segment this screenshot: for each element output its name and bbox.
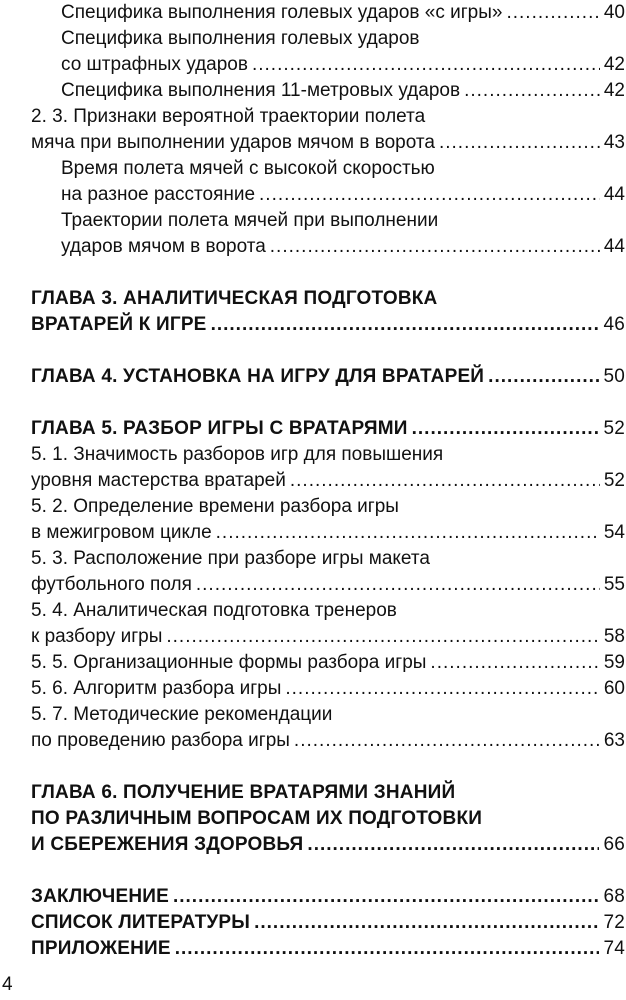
toc-line — [31, 572, 625, 598]
toc-page-number: 44 — [603, 236, 625, 257]
toc-entry — [31, 156, 625, 208]
toc-title-text: ПО РАЗЛИЧНЫМ ВОПРОСАМ ИХ ПОДГОТОВКИ — [31, 808, 483, 829]
toc-page-number: 42 — [603, 80, 625, 101]
toc-page-number: 74 — [603, 938, 625, 959]
toc-line — [31, 0, 625, 26]
toc-chapter-entry — [31, 780, 625, 858]
toc-line — [31, 468, 625, 494]
toc-title-text: ПРИЛОЖЕНИЕ — [31, 938, 171, 959]
toc-line — [31, 728, 625, 754]
toc-line — [31, 312, 625, 338]
dot-leader — [506, 0, 599, 26]
toc-page-number: 63 — [603, 730, 625, 751]
toc-title-text: 5. 1. Значимость разборов игр для повышения — [31, 444, 444, 465]
toc-page-number: 46 — [603, 314, 625, 335]
section-spacer — [31, 754, 625, 780]
toc-entry — [31, 598, 625, 650]
toc-page-number: 43 — [603, 132, 625, 153]
toc-entry — [31, 26, 625, 78]
toc-title-text: 5. 6. Алгоритм разбора игры — [31, 678, 282, 699]
toc-page-number: 50 — [603, 366, 625, 387]
dot-leader — [173, 884, 599, 910]
toc-title-text: 5. 7. Методические рекомендации — [31, 704, 333, 725]
toc-page-number: 60 — [603, 678, 625, 699]
toc-page-number: 68 — [603, 886, 625, 907]
toc-line — [31, 78, 625, 104]
toc-title-text: Траектории полета мячей при выполнении — [61, 210, 439, 231]
toc-entry — [31, 702, 625, 754]
toc-title-text: в межигровом цикле — [31, 522, 212, 543]
toc-line — [31, 650, 625, 676]
table-of-contents — [31, 0, 625, 962]
toc-title-text: ударов мячом в ворота — [61, 236, 266, 257]
toc-line — [31, 884, 625, 910]
dot-leader — [439, 130, 600, 156]
toc-title-text: Специфика выполнения 11-метровых ударов — [61, 80, 461, 101]
section-spacer — [31, 338, 625, 364]
dot-leader — [430, 650, 599, 676]
toc-chapter-entry — [31, 910, 625, 936]
toc-line — [31, 910, 625, 936]
dot-leader — [211, 312, 600, 338]
toc-title-text: мяча при выполнении ударов мячом в ворота — [31, 132, 435, 153]
toc-line — [31, 806, 625, 832]
toc-entry — [31, 104, 625, 156]
toc-line — [31, 442, 625, 468]
toc-line — [31, 130, 625, 156]
toc-line — [31, 156, 625, 182]
toc-line — [31, 416, 625, 442]
toc-line — [31, 26, 625, 52]
toc-title-text: ГЛАВА 6. ПОЛУЧЕНИЕ ВРАТАРЯМИ ЗНАНИЙ — [31, 782, 456, 803]
toc-title-text: по проведению разбора игры — [31, 730, 290, 751]
toc-entry — [31, 208, 625, 260]
toc-title-text: ЗАКЛЮЧЕНИЕ — [31, 886, 169, 907]
toc-title-text: ГЛАВА 4. УСТАНОВКА НА ИГРУ ДЛЯ ВРАТАРЕЙ — [31, 366, 485, 387]
toc-page-number: 59 — [603, 652, 625, 673]
toc-line — [31, 286, 625, 312]
toc-entry — [31, 650, 625, 676]
toc-title-text: И СБЕРЕЖЕНИЯ ЗДОРОВЬЯ — [31, 834, 304, 855]
section-spacer — [31, 858, 625, 884]
toc-title-text: к разбору игры — [31, 626, 163, 647]
toc-title-text: 5. 3. Расположение при разборе игры макета — [31, 548, 430, 569]
toc-line — [31, 702, 625, 728]
toc-line — [31, 780, 625, 806]
toc-title-text: СПИСОК ЛИТЕРАТУРЫ — [31, 912, 251, 933]
toc-page-number: 40 — [603, 2, 625, 23]
toc-title-text: 5. 2. Определение времени разбора игры — [31, 496, 399, 517]
toc-title-text: ВРАТАРЕЙ К ИГРЕ — [31, 314, 207, 335]
toc-page-number: 66 — [603, 834, 625, 855]
toc-entry — [31, 0, 625, 26]
toc-entry — [31, 676, 625, 702]
dot-leader — [254, 910, 599, 936]
page-number: 4 — [2, 974, 13, 995]
toc-page-number: 72 — [603, 912, 625, 933]
toc-entry — [31, 442, 625, 494]
toc-page-number: 55 — [603, 574, 625, 595]
dot-leader — [252, 52, 600, 78]
toc-title-text: уровня мастерства вратарей — [31, 470, 286, 491]
toc-title-text: 5. 4. Аналитическая подготовка тренеров — [31, 600, 397, 621]
dot-leader — [270, 234, 600, 260]
dot-leader — [488, 364, 599, 390]
toc-chapter-entry — [31, 286, 625, 338]
toc-title-text: со штрафных ударов — [61, 54, 248, 75]
toc-entry — [31, 546, 625, 598]
toc-title-text: 5. 5. Организационные формы разбора игры — [31, 652, 427, 673]
dot-leader — [464, 78, 600, 104]
toc-page-number: 44 — [603, 184, 625, 205]
toc-line — [31, 624, 625, 650]
section-spacer — [31, 390, 625, 416]
toc-line — [31, 52, 625, 78]
toc-chapter-entry — [31, 364, 625, 390]
toc-chapter-entry — [31, 884, 625, 910]
dot-leader — [216, 520, 600, 546]
toc-title-text: на разное расстояние — [61, 184, 256, 205]
toc-line — [31, 546, 625, 572]
toc-line — [31, 598, 625, 624]
toc-chapter-entry — [31, 416, 625, 442]
dot-leader — [175, 936, 600, 962]
toc-title-text: ГЛАВА 5. РАЗБОР ИГРЫ С ВРАТАРЯМИ — [31, 418, 408, 439]
toc-line — [31, 676, 625, 702]
dot-leader — [166, 624, 600, 650]
toc-line — [31, 364, 625, 390]
toc-page-number: 58 — [603, 626, 625, 647]
toc-title-text: Время полета мячей с высокой скоростью — [61, 158, 435, 179]
toc-page-number: 52 — [603, 418, 625, 439]
toc-line — [31, 494, 625, 520]
toc-page-number: 42 — [603, 54, 625, 75]
toc-title-text: ГЛАВА 3. АНАЛИТИЧЕСКАЯ ПОДГОТОВКА — [31, 288, 438, 309]
toc-title-text: 2. 3. Признаки вероятной траектории полета — [31, 106, 426, 127]
toc-line — [31, 104, 625, 130]
dot-leader — [412, 416, 600, 442]
toc-entry — [31, 78, 625, 104]
toc-chapter-entry — [31, 936, 625, 962]
toc-line — [31, 234, 625, 260]
dot-leader — [285, 676, 600, 702]
dot-leader — [259, 182, 600, 208]
toc-page-number: 52 — [603, 470, 625, 491]
dot-leader — [196, 572, 600, 598]
toc-line — [31, 832, 625, 858]
toc-line — [31, 208, 625, 234]
section-spacer — [31, 260, 625, 286]
toc-title-text: Специфика выполнения голевых ударов «с игры» — [61, 2, 503, 23]
dot-leader — [307, 832, 599, 858]
dot-leader — [294, 728, 600, 754]
toc-page-number: 54 — [603, 522, 625, 543]
dot-leader — [290, 468, 600, 494]
toc-entry — [31, 494, 625, 546]
toc-title-text: футбольного поля — [31, 574, 192, 595]
toc-line — [31, 182, 625, 208]
toc-line — [31, 936, 625, 962]
toc-line — [31, 520, 625, 546]
toc-title-text: Специфика выполнения голевых ударов — [61, 28, 420, 49]
